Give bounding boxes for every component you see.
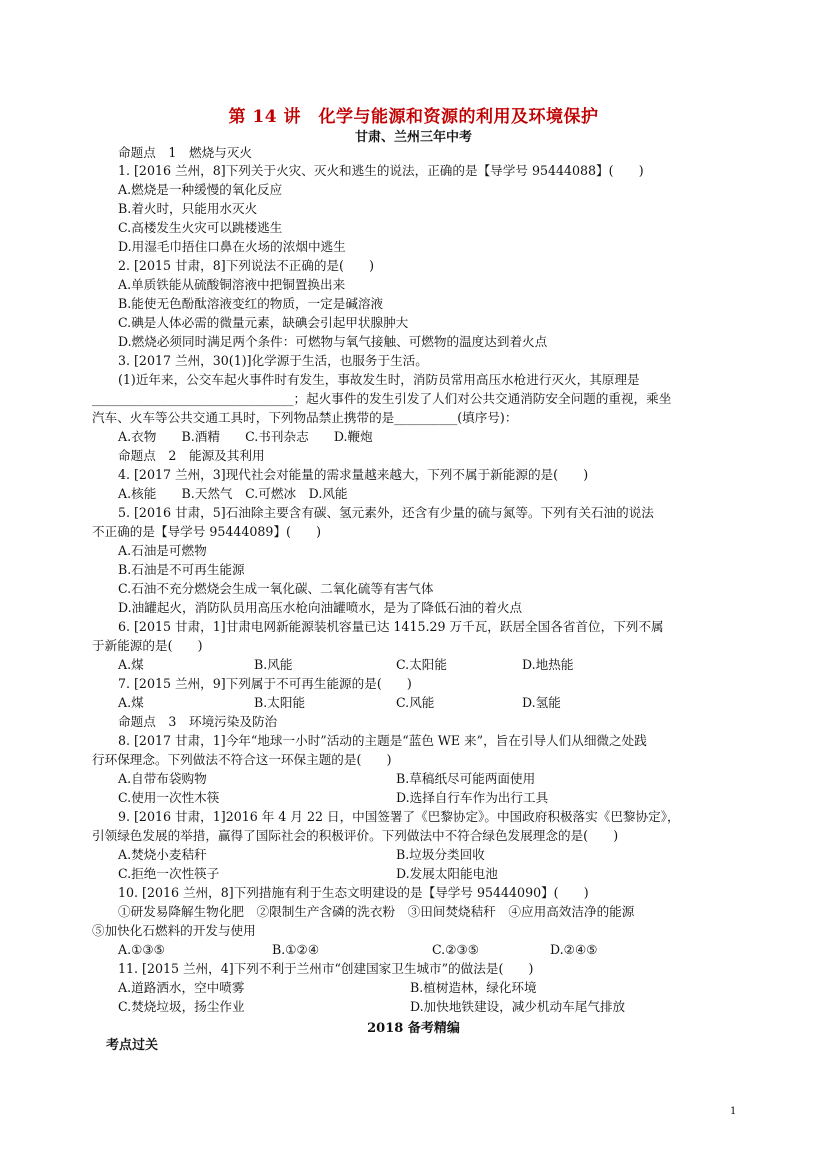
question-line: ________________________________；起火事件的发生引发了人们对公共交通消防安全问题的重视，乘坐 bbox=[92, 391, 672, 406]
q8-stem-cont: 行环保理念。下列做法不符合这一环保主题的是( ) bbox=[92, 752, 392, 767]
question-line: A.燃烧是一种缓慢的氧化反应 bbox=[118, 182, 283, 197]
q10-option-b: B.①②④ bbox=[272, 942, 320, 957]
q10-stem: 10. [2016 兰州，8]下列措施有利于生态文明建设的是【导学号 95444090】( ) bbox=[118, 885, 589, 900]
q7-option-d: D.氢能 bbox=[522, 695, 561, 710]
question-line: 1. [2016 兰州，8]下列关于火灾、灭火和逃生的说法，正确的是【导学号 95444088】( ) bbox=[118, 163, 644, 178]
q7-stem: 7. [2015 兰州，9]下列属于不可再生能源的是( ) bbox=[118, 676, 412, 691]
question-line: A.衣物 B.酒精 C.书刊杂志 D.鞭炮 bbox=[118, 429, 373, 444]
question-line: B.能使无色酚酞溶液变红的物质，一定是碱溶液 bbox=[118, 296, 384, 311]
question-line: D.油罐起火，消防队员用高压水枪向油罐喷水，是为了降低石油的着火点 bbox=[118, 600, 523, 615]
prep-heading: 2018 备考精编 bbox=[367, 1021, 460, 1036]
question-line: 2. [2015 甘肃，8]下列说法不正确的是( ) bbox=[118, 258, 375, 273]
q11-option-a: A.道路洒水，空中喷雾 bbox=[118, 980, 245, 995]
question-line: 6. [2015 甘肃，1]甘肃电网新能源装机容量已达 1415.29 万千瓦，跃居全国各省首位，下列不属 bbox=[118, 619, 664, 634]
q6-option-a: A.煤 bbox=[118, 657, 144, 672]
question-line: (1)近年来，公交车起火事件时有发生，事故发生时，消防员常用高压水枪进行灭火，其原理是 bbox=[118, 372, 640, 387]
q8-option-b: B.草稿纸尽可能两面使用 bbox=[396, 771, 536, 786]
question-line: 于新能源的是( ) bbox=[92, 638, 203, 653]
page-number: 1 bbox=[730, 1106, 737, 1117]
checkpoint-heading: 考点过关 bbox=[106, 1038, 159, 1053]
q8-option-a: A.自带布袋购物 bbox=[118, 771, 207, 786]
question-line: A.单质铁能从硫酸铜溶液中把铜置换出来 bbox=[118, 277, 346, 292]
question-line: 不正确的是【导学号 95444089】( ) bbox=[92, 524, 322, 539]
q9-option-b: B.垃圾分类回收 bbox=[396, 847, 485, 862]
q8-stem: 8. [2017 甘肃，1]今年“地球一小时”活动的主题是“蓝色 WE 来”，旨在引导人们从细微之处践 bbox=[118, 733, 647, 748]
section-heading-3: 命题点 3 环境污染及防治 bbox=[118, 714, 278, 729]
q8-option-d: D.选择自行车作为出行工具 bbox=[396, 790, 549, 805]
question-line: 4. [2017 兰州，3]现代社会对能量的需求量越来越大，下列不属于新能源的是( ) bbox=[118, 467, 589, 482]
question-line: B.石油是不可再生能源 bbox=[118, 562, 245, 577]
q11-stem: 11. [2015 兰州，4]下列不利于兰州市“创建国家卫生城市”的做法是( ) bbox=[118, 961, 534, 976]
q10-option-a: A.①③⑤ bbox=[118, 942, 165, 957]
q6-option-b: B.风能 bbox=[254, 657, 293, 672]
q6-option-d: D.地热能 bbox=[522, 657, 574, 672]
question-line: A.核能 B.天然气 C.可燃冰 D.风能 bbox=[118, 486, 348, 501]
q11-option-b: B.植树造林，绿化环境 bbox=[410, 980, 537, 995]
document-title: 第 14 讲 化学与能源和资源的利用及环境保护 bbox=[228, 107, 599, 127]
q6-option-c: C.太阳能 bbox=[396, 657, 447, 672]
question-line: 3. [2017 兰州，30(1)]化学源于生活，也服务于生活。 bbox=[118, 353, 428, 368]
question-line: C.碘是人体必需的微量元素，缺碘会引起甲状腺肿大 bbox=[118, 315, 409, 330]
q7-option-c: C.风能 bbox=[396, 695, 435, 710]
q9-stem-cont: 引领绿色发展的举措，赢得了国际社会的积极评价。下列做法中不符合绿色发展理念的是( ) bbox=[92, 828, 619, 843]
q9-option-a: A.焚烧小麦秸秆 bbox=[118, 847, 207, 862]
section-heading: 命题点 2 能源及其利用 bbox=[118, 448, 265, 463]
q9-option-d: D.发展太阳能电池 bbox=[396, 866, 498, 881]
q7-option-a: A.煤 bbox=[118, 695, 144, 710]
q7-option-b: B.太阳能 bbox=[254, 695, 306, 710]
q9-option-c: C.拒绝一次性筷子 bbox=[118, 866, 220, 881]
question-line: 汽车、火车等公共交通工具时，下列物品禁止携带的是__________(填序号)： bbox=[92, 410, 518, 425]
question-line: A.石油是可燃物 bbox=[118, 543, 207, 558]
q10-option-d: D.②④⑤ bbox=[550, 942, 598, 957]
question-line: D.用湿毛巾捂住口鼻在火场的浓烟中逃生 bbox=[118, 239, 346, 254]
question-line: B.着火时，只能用水灭火 bbox=[118, 201, 258, 216]
q11-option-c: C.焚烧垃圾，扬尘作业 bbox=[118, 999, 245, 1014]
question-line: 5. [2016 甘肃，5]石油除主要含有碳、氢元素外，还含有少量的硫与氮等。下列有关石油的说法 bbox=[118, 505, 654, 520]
q9-stem: 9. [2016 甘肃，1]2016 年 4 月 22 日，中国签署了《巴黎协定》。中国政府积极落实《巴黎协定》， bbox=[118, 809, 680, 824]
document-subtitle: 甘肃、兰州三年中考 bbox=[354, 130, 472, 145]
q8-option-c: C.使用一次性木筷 bbox=[118, 790, 220, 805]
q11-option-d: D.加快地铁建设，减少机动车尾气排放 bbox=[410, 999, 626, 1014]
q10-items-cont: ⑤加快化石燃料的开发与使用 bbox=[92, 923, 256, 938]
question-line: C.石油不充分燃烧会生成一氧化碳、二氧化硫等有害气体 bbox=[118, 581, 434, 596]
section-heading: 命题点 1 燃烧与灭火 bbox=[118, 145, 252, 160]
q10-items: ①研发易降解生物化肥 ②限制生产含磷的洗衣粉 ③田间焚烧秸秆 ④应用高效洁净的能源 bbox=[118, 904, 635, 919]
q10-option-c: C.②③⑤ bbox=[432, 942, 480, 957]
question-line: C.高楼发生火灾可以跳楼逃生 bbox=[118, 220, 283, 235]
question-line: D.燃烧必须同时满足两个条件：可燃物与氧气接触、可燃物的温度达到着火点 bbox=[118, 334, 548, 349]
